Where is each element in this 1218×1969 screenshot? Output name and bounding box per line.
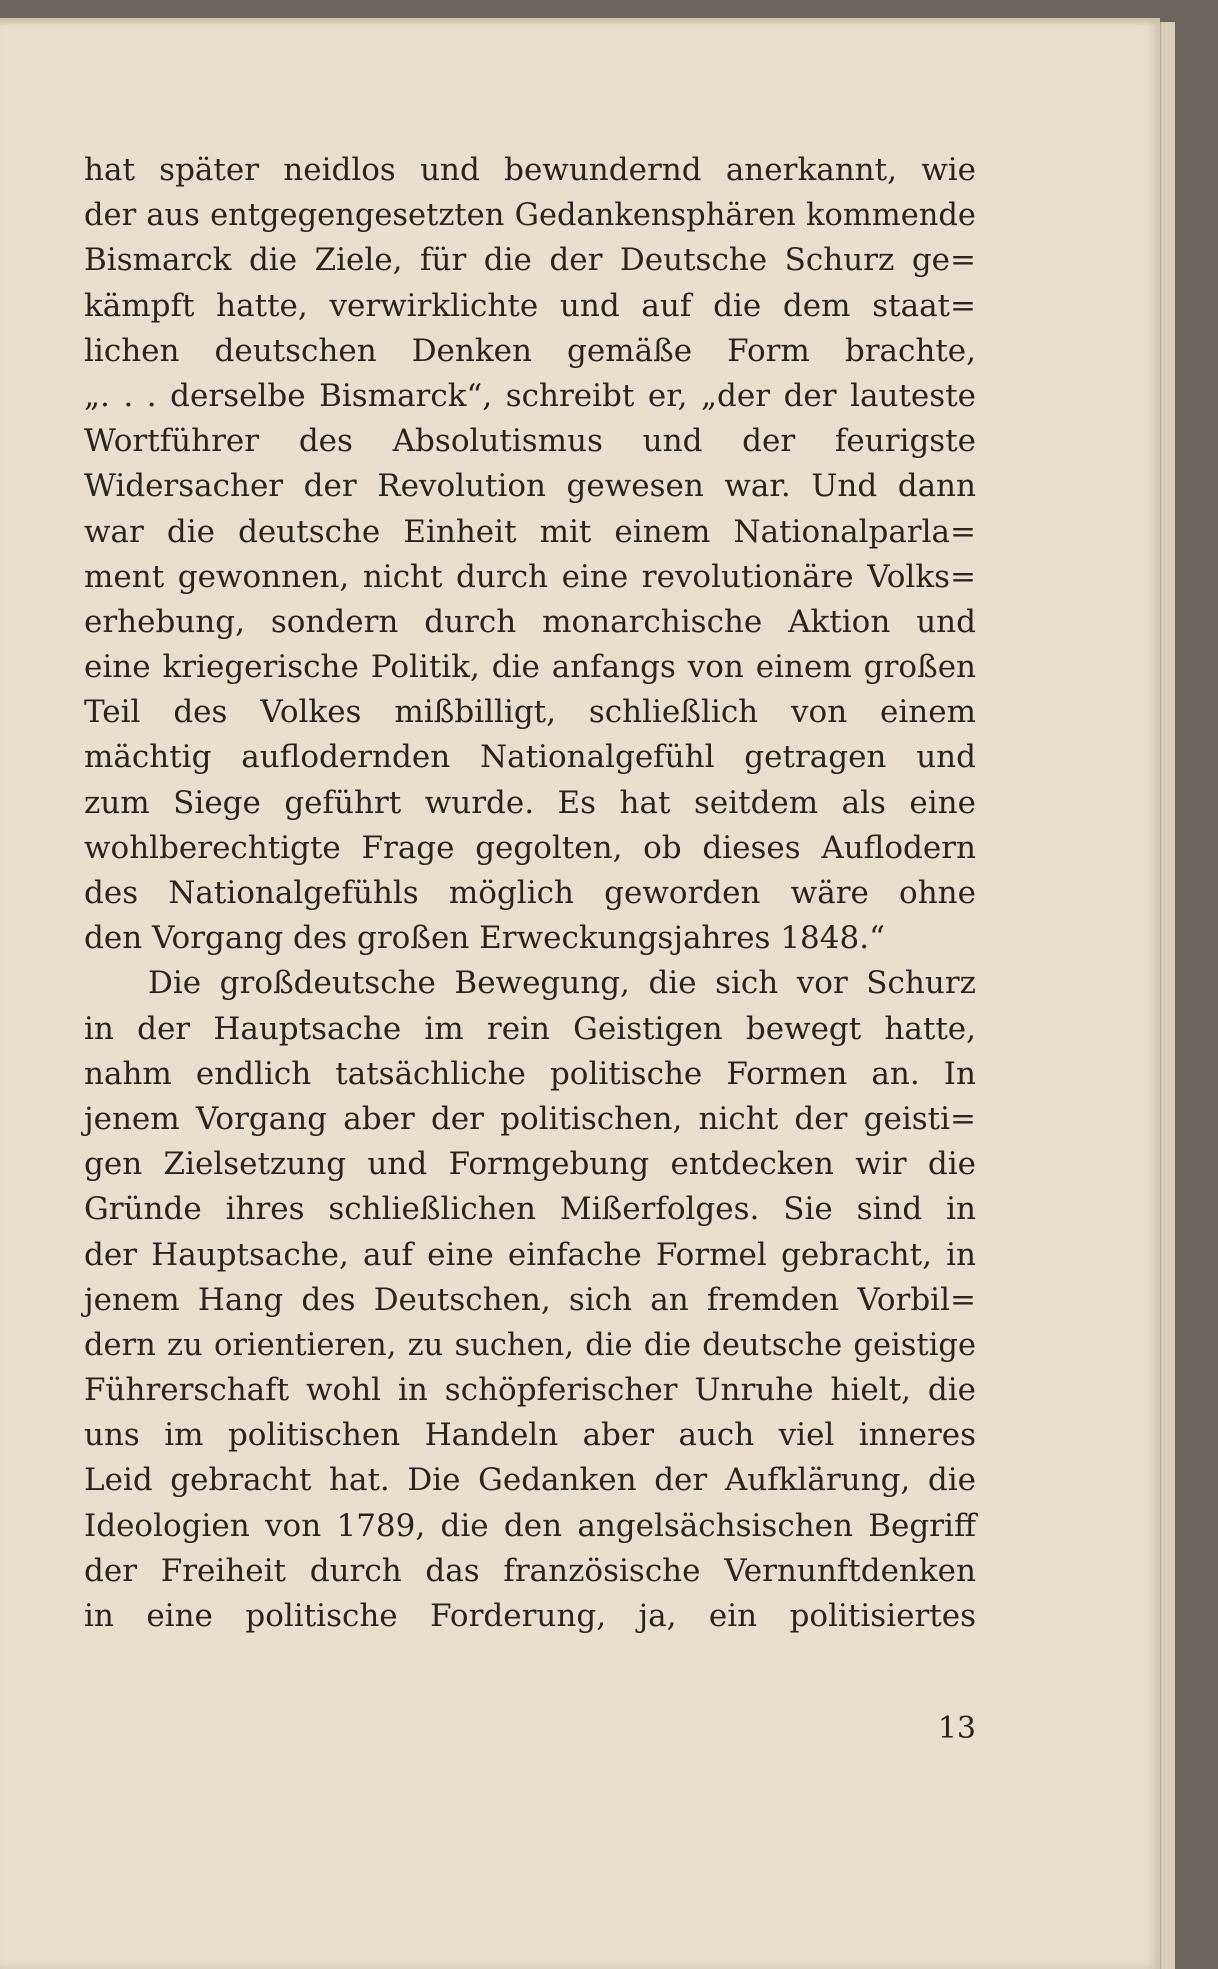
text-line: wohlberechtigte Frage gegolten, ob dieses Auflodern <box>84 829 976 866</box>
text-line: Widersacher der Revolution gewesen war. Und dann <box>84 468 976 505</box>
text-line: jenem Hang des Deutschen, sich an fremden Vorbil= <box>84 1281 976 1318</box>
text-line: mächtig auflodernden Nationalgefühl getragen und <box>84 739 976 776</box>
text-line: Gründe ihres schließlichen Mißerfolges. Sie sind in <box>84 1191 976 1228</box>
page-edge <box>1160 22 1175 1969</box>
text-line: eine kriegerische Politik, die anfangs von einem großen <box>84 649 976 686</box>
text-line: kämpft hatte, verwirklichte und auf die dem staat= <box>84 287 976 324</box>
text-line: Ideologien von 1789, die den angelsächsischen Begriff <box>84 1507 976 1544</box>
text-line: der aus entgegengesetzten Gedankensphären kommende <box>84 198 976 234</box>
text-line: Führerschaft wohl in schöpferischer Unruhe hielt, die <box>84 1372 976 1409</box>
text-line: ment gewonnen, nicht durch eine revolutionäre Volks= <box>84 558 976 595</box>
text-line: jenem Vorgang aber der politischen, nicht der geisti= <box>84 1100 976 1137</box>
text-line: „. . . derselbe Bismarck“, schreibt er, „der der lauteste <box>84 377 976 414</box>
page-number: 13 <box>937 1711 976 1746</box>
text-line: den Vorgang des großen Erweckungsjahres 1848.“ <box>84 920 885 957</box>
page-top-shadow <box>0 18 1160 26</box>
text-line: dern zu orientieren, zu suchen, die die deutsche geistige <box>84 1327 976 1363</box>
text-line: der Hauptsache, auf eine einfache Formel gebracht, in <box>84 1236 976 1273</box>
text-line: hat später neidlos und bewundernd anerkannt, wie <box>84 152 976 188</box>
body-text <box>84 148 976 1639</box>
text-line: zum Siege geführt wurde. Es hat seitdem als eine <box>84 784 976 821</box>
text-line: gen Zielsetzung und Formgebung entdecken wir die <box>84 1146 976 1183</box>
text-line: in eine politische Forderung, ja, ein politisiertes <box>84 1598 976 1634</box>
text-line: des Nationalgefühls möglich geworden wäre ohne <box>84 875 976 911</box>
text-line: Bismarck die Ziele, für die der Deutsche Schurz ge= <box>84 242 976 279</box>
text-line: in der Hauptsache im rein Geistigen bewegt hatte, <box>84 1010 976 1047</box>
text-line: Teil des Volkes mißbilligt, schließlich von einem <box>84 694 976 731</box>
text-line: der Freiheit durch das französische Vernunftdenken <box>84 1552 976 1589</box>
text-line: war die deutsche Einheit mit einem Nationalparla= <box>84 513 976 550</box>
text-line: lichen deutschen Denken gemäße Form brachte, <box>84 332 976 369</box>
text-line: uns im politischen Handeln aber auch viel inneres <box>84 1417 976 1454</box>
text-line: erhebung, sondern durch monarchische Aktion und <box>84 603 976 640</box>
text-line-paragraph-start: Die großdeutsche Bewegung, die sich vor Schurz <box>148 965 976 1002</box>
text-line: Wortführer des Absolutismus und der feurigste <box>84 423 976 460</box>
text-line: nahm endlich tatsächliche politische Formen an. In <box>84 1055 976 1092</box>
text-line: Leid gebracht hat. Die Gedanken der Aufklärung, die <box>84 1462 976 1499</box>
